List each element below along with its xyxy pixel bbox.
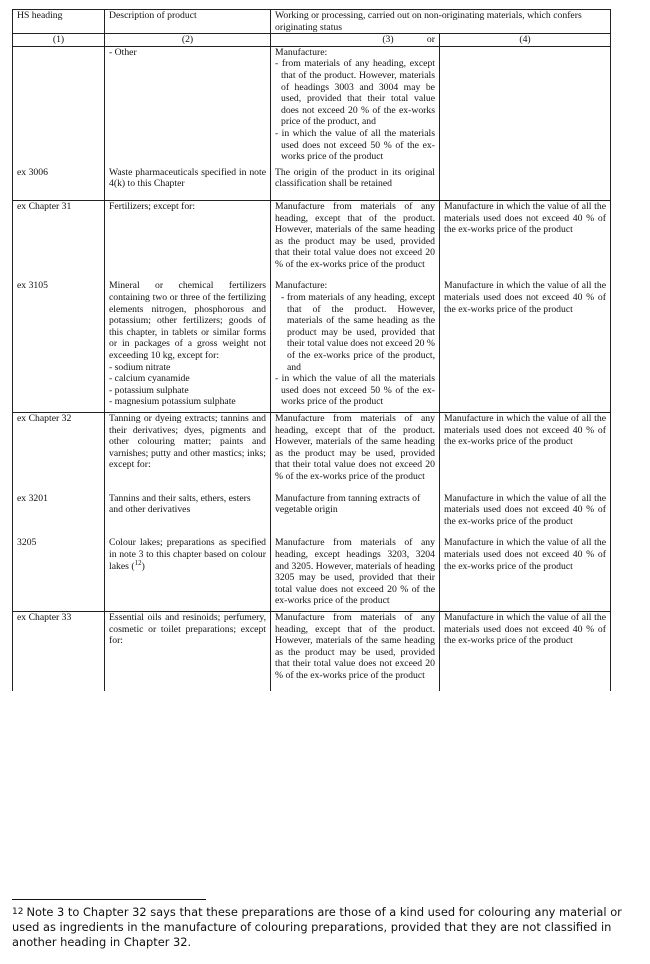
description-cell bbox=[105, 280, 271, 412]
rule-cell bbox=[271, 167, 440, 201]
rule-text: The origin of the product in its original classification shall be retained bbox=[275, 166, 435, 190]
alt-rule-cell: Manufacture in which the value of all the materials used does not exceed 40 % of the ex-works price of the product bbox=[440, 493, 611, 538]
hs-heading-cell: ex 3201 bbox=[13, 493, 105, 538]
column-number-row bbox=[13, 34, 611, 47]
description-text-close: ) bbox=[141, 560, 145, 572]
rule-cell bbox=[271, 493, 440, 538]
hs-heading-cell: ex Chapter 31 bbox=[13, 200, 105, 280]
rule-text: - in which the value of all the materials used does not exceed 50 % of the ex-works price of the product bbox=[275, 127, 435, 163]
header-description: Description of product bbox=[105, 10, 271, 34]
table-row bbox=[13, 280, 611, 412]
description-cell bbox=[105, 493, 271, 538]
alt-rule-cell: Manufacture in which the value of all the materials used does not exceed 40 % of the ex-works price of the product bbox=[440, 200, 611, 280]
column-number-4: (4) bbox=[440, 34, 611, 47]
description-text: - sodium nitrate bbox=[109, 361, 171, 373]
table-row bbox=[13, 611, 611, 691]
column-number-3: (3) bbox=[382, 34, 394, 46]
description-text: - magnesium potassium sulphate bbox=[109, 396, 236, 408]
footnote-ref: 12 bbox=[134, 558, 142, 567]
alt-rule-cell: Manufacture in which the value of all the materials used does not exceed 40 % of the ex-works price of the product bbox=[440, 537, 611, 611]
description-text: - calcium cyanamide bbox=[109, 373, 190, 385]
description-cell bbox=[105, 167, 271, 201]
description-text: Tannins and their salts, ethers, esters and other derivatives bbox=[109, 492, 251, 516]
hs-heading-cell: 3205 bbox=[13, 537, 105, 611]
table-row bbox=[13, 200, 611, 280]
hs-heading-cell bbox=[13, 46, 105, 166]
description-cell bbox=[105, 200, 271, 280]
footnote-divider bbox=[12, 899, 206, 900]
description-text: Waste pharmaceuticals specified in note 4(k) to this Chapter bbox=[109, 166, 266, 190]
footnote bbox=[12, 905, 634, 950]
hs-heading-cell: ex Chapter 33 bbox=[13, 611, 105, 691]
rule-text: Manufacture: bbox=[275, 46, 328, 58]
alt-rule-cell bbox=[440, 167, 611, 201]
description-text: Mineral or chemical fertilizers containing two or three of the fertilizing elements nitrogen, phosphorous and potassium; other fertilizers; goods of this chapter, in tablets or similar forms or in packages of a gross weight not exceeding 10 kg, except for: bbox=[109, 280, 266, 362]
rule-text: Manufacture: bbox=[275, 280, 328, 292]
rule-cell bbox=[271, 200, 440, 280]
table-row bbox=[13, 167, 611, 201]
description-cell bbox=[105, 46, 271, 166]
rule-cell bbox=[271, 611, 440, 691]
rule-text: Manufacture from materials of any heading, except that of the product. However, materials of the same heading as the product may be used, provided that their total value does not exceed 20 % of the ex-works price of the product bbox=[275, 413, 435, 482]
rule-text: Manufacture from tanning extracts of vegetable origin bbox=[275, 492, 421, 516]
origin-rules-table bbox=[12, 9, 611, 691]
table-row bbox=[13, 493, 611, 538]
rule-text: Manufacture from materials of any heading, except that of the product. However, materials of the same heading as the product may be used, provided that their total value does not exceed 20 % of the ex-works price of the product bbox=[275, 611, 435, 681]
table-row bbox=[13, 537, 611, 611]
description-cell bbox=[105, 413, 271, 493]
footnote-text: Note 3 to Chapter 32 says that these preparations are those of a kind used for colouring any material or used as ingredients in the manufacture of colouring preparations, provided that they are not classified in another heading in Chapter 32. bbox=[12, 905, 622, 949]
description-text: - potassium sulphate bbox=[109, 384, 189, 396]
description-text: Essential oils and resinoids; perfumery, cosmetic or toilet preparations; except for: bbox=[109, 611, 266, 647]
description-text: Fertilizers; except for: bbox=[109, 200, 196, 212]
rule-text: Manufacture from materials of any heading, except headings 3203, 3204 and 3205. However, materials of heading 3205 may be used, provided that their total value does not exceed 20 % of the ex-works price of the product bbox=[275, 537, 435, 607]
alt-rule-cell: Manufacture in which the value of all the materials used does not exceed 40 % of the ex-works price of the product bbox=[440, 413, 611, 493]
hs-heading-cell: ex Chapter 32 bbox=[13, 413, 105, 493]
description-cell bbox=[105, 611, 271, 691]
alt-rule-cell: Manufacture in which the value of all the materials used does not exceed 40 % of the ex-works price of the product bbox=[440, 611, 611, 691]
description-text: Tanning or dyeing extracts; tannins and their derivatives; dyes, pigments and other colouring matter; paints and varnishes; putty and other mastics; inks; except for: bbox=[109, 413, 266, 471]
rule-text: - in which the value of all the materials used does not exceed 50 % of the ex-works price of the product bbox=[275, 373, 435, 408]
table-row bbox=[13, 46, 611, 166]
column-number-3-cell bbox=[271, 34, 440, 47]
rule-cell bbox=[271, 280, 440, 412]
hs-heading-cell: ex 3006 bbox=[13, 167, 105, 201]
rule-cell bbox=[271, 413, 440, 493]
rule-text: - from materials of any heading, except that of the product. However, materials of the same heading as the product may be used, provided that their total value does not exceed 20 % of the ex-works price of the product, and bbox=[281, 292, 435, 373]
header-working: Working or processing, carried out on non-originating materials, which confers originating status bbox=[271, 10, 611, 34]
header-row bbox=[13, 10, 611, 34]
footnote-mark: 12 bbox=[12, 907, 24, 917]
rule-text: - from materials of any heading, except that of the product. However, materials of headings 3003 and 3004 may be used, provided that their total value does not exceed 20 % of the ex-works price of the product, and bbox=[275, 58, 435, 128]
column-or-label: or bbox=[426, 34, 435, 46]
alt-rule-cell bbox=[440, 46, 611, 166]
description-text: Colour lakes; preparations as specified in note 3 to this chapter based on colour lakes ( bbox=[109, 537, 266, 572]
alt-rule-cell: Manufacture in which the value of all the materials used does not exceed 40 % of the ex-works price of the product bbox=[440, 280, 611, 412]
hs-heading-cell: ex 3105 bbox=[13, 280, 105, 412]
description-text: - Other bbox=[109, 46, 137, 58]
table-row bbox=[13, 413, 611, 493]
column-number-1: (1) bbox=[13, 34, 105, 47]
rule-cell bbox=[271, 46, 440, 166]
rule-cell bbox=[271, 537, 440, 611]
column-number-2: (2) bbox=[105, 34, 271, 47]
header-hs-heading: HS heading bbox=[13, 10, 105, 34]
rule-text: Manufacture from materials of any heading, except that of the product. However, materials of the same heading as the product may be used, provided that their total value does not exceed 20 % of the ex-works price of the product bbox=[275, 200, 435, 270]
description-cell bbox=[105, 537, 271, 611]
